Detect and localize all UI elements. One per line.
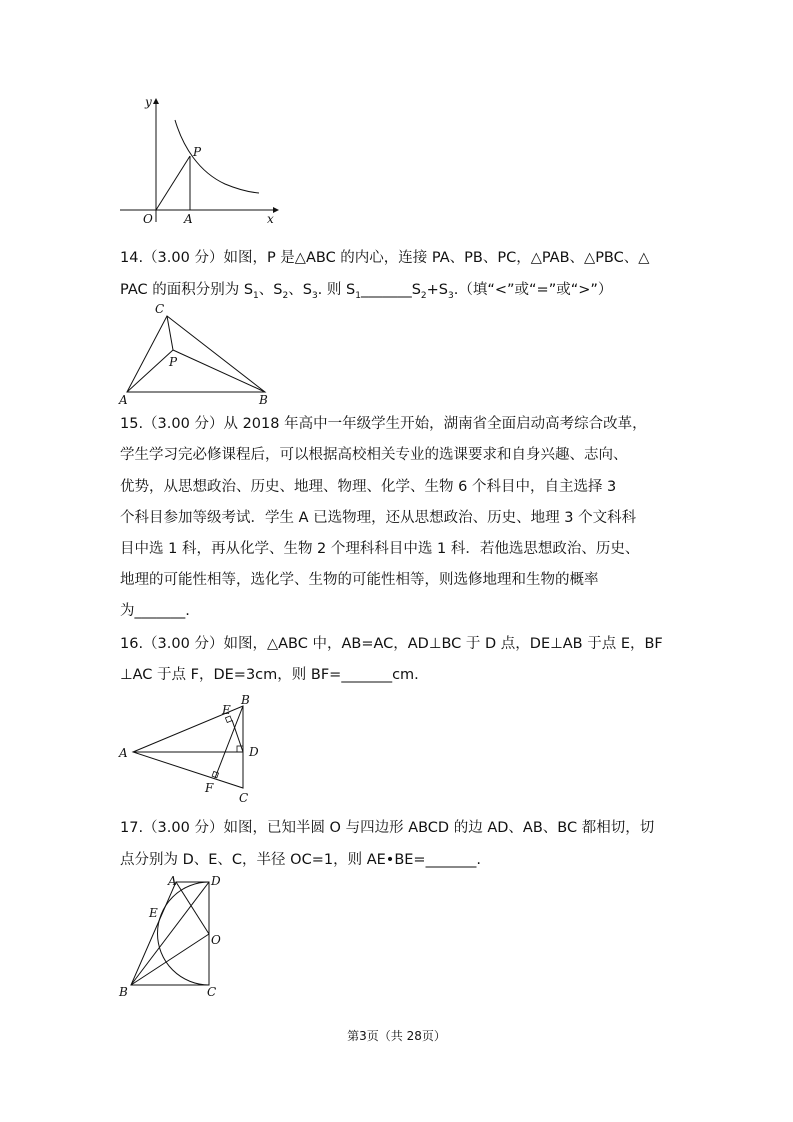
q14-sub-1b: 1 xyxy=(355,290,361,301)
q16-label-c: C xyxy=(239,791,249,805)
q15-line-5: 目中选 1 科，再从化学、生物 2 个理科科目中选 1 科．若他选思想政治、历史、 xyxy=(120,541,640,557)
q14-text-sep2: 、S xyxy=(288,282,312,298)
q15-line-3: 优势，从思想政治、历史、地理、物理、化学、生物 6 个科目中，自主选择 3 xyxy=(120,479,617,495)
q17-line-2: 点分别为 D、E、C，半径 OC=1，则 AE•BE=_______. xyxy=(120,852,481,868)
q16-line-2: ⊥AC 于点 F，DE=3cm，则 BF=_______cm. xyxy=(120,667,419,683)
q16-figure xyxy=(115,690,275,810)
q14-text-sep1: 、S xyxy=(258,282,283,298)
q17-label-e: E xyxy=(149,906,158,920)
q15-line-7: 为_______. xyxy=(120,603,190,619)
q16-line-1: 16.（3.00 分）如图，△ABC 中，AB=AC，AD⊥BC 于 D 点，DE⊥AB 于点 E，BF xyxy=(120,636,663,652)
q14-label-c: C xyxy=(155,302,165,316)
q16-label-b: B xyxy=(241,693,250,707)
q14-sub-2: 2 xyxy=(282,290,289,301)
q17-label-c: C xyxy=(207,985,217,999)
q17-label-d: D xyxy=(211,874,221,888)
q14-answer-blank[interactable]: _______ xyxy=(360,282,412,298)
q15-line-1: 15.（3.00 分）从 2018 年高中一年级学生开始，湖南省全面启动高考综合改革， xyxy=(120,416,647,432)
q17-label-a: A xyxy=(168,874,177,888)
q14-label-b: B xyxy=(259,393,268,407)
q14-sub-1: 1 xyxy=(253,290,259,301)
q16-label-d: D xyxy=(249,745,259,759)
page-footer: 第3页（共 28页） xyxy=(347,1029,446,1043)
q14-text-plus: +S xyxy=(426,282,449,298)
q17-figure xyxy=(115,872,235,1000)
q16-label-a: A xyxy=(119,746,128,760)
q13-label-p: P xyxy=(193,145,202,159)
q15-line-4: 个科目参加等级考试．学生 A 已选物理，还从思想政治、历史、地理 3 个文科科 xyxy=(120,510,637,526)
q16-label-f: F xyxy=(205,781,214,795)
q14-sub-2b: 2 xyxy=(420,290,427,301)
q13-label-a: A xyxy=(184,212,193,226)
q16-label-e: E xyxy=(222,703,231,717)
q13-label-y: y xyxy=(145,95,152,109)
q14-text-mid: . 则 S xyxy=(317,282,356,298)
q15-line-6: 地理的可能性相等，选化学、生物的可能性相等，则选修地理和生物的概率 xyxy=(120,572,599,588)
q14-label-p: P xyxy=(169,355,178,369)
q14-text-pre: PAC 的面积分别为 S xyxy=(120,282,254,298)
q17-label-b: B xyxy=(119,985,128,999)
q14-sub-3b: 3 xyxy=(448,290,454,301)
q13-figure xyxy=(115,92,290,227)
q14-text-tail: .（填“<”或“=”或“>”） xyxy=(453,282,613,298)
q17-line-1: 17.（3.00 分）如图，已知半圆 O 与四边形 ABCD 的边 AD、AB、BC 都相切，切 xyxy=(120,820,655,836)
q14-line-1: 14.（3.00 分）如图，P 是△ABC 的内心，连接 PA、PB、PC，△PAB、△PBC、△ xyxy=(120,250,650,266)
q13-label-x: x xyxy=(267,212,274,226)
q13-label-o: O xyxy=(143,212,153,226)
q14-text-s: S xyxy=(411,282,421,298)
q17-label-o: O xyxy=(211,933,221,947)
q15-line-2: 学生学习完必修课程后，可以根据高校相关专业的选课要求和自身兴趣、志向、 xyxy=(120,447,628,463)
q14-sub-3: 3 xyxy=(311,290,318,301)
q14-figure xyxy=(115,300,275,405)
q14-label-a: A xyxy=(119,393,128,407)
